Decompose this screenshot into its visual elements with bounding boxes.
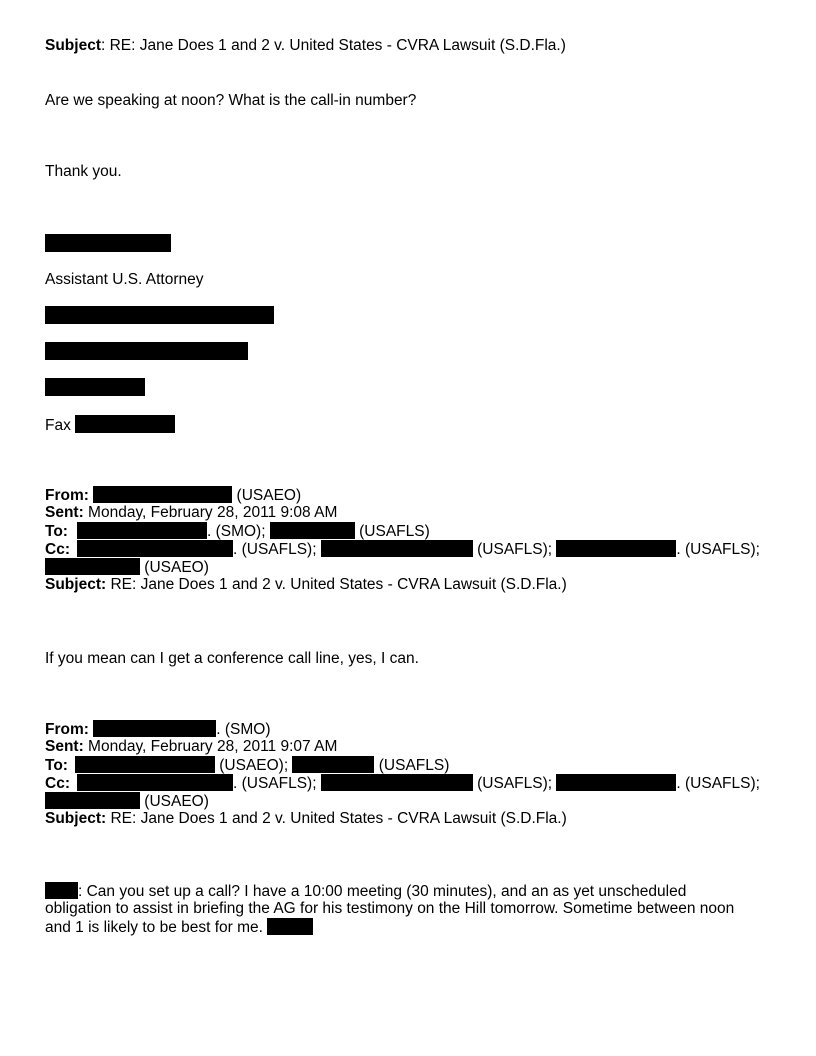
msg2-to-part1: (USAEO); bbox=[214, 757, 289, 774]
redacted-cc bbox=[77, 774, 233, 791]
thanks-line: Thank you. bbox=[45, 163, 122, 180]
msg2-body-line2: obligation to assist in briefing the AG for his testimony on the Hill tomorrow. Sometime between noon bbox=[45, 900, 735, 917]
msg2-to bbox=[45, 756, 449, 775]
msg1-to-label: To: bbox=[45, 523, 68, 540]
subject-label: Subject bbox=[45, 37, 101, 54]
msg1-cc-line2 bbox=[45, 558, 209, 577]
redacted-sender bbox=[93, 720, 216, 737]
msg1-to-part1: . (SMO); bbox=[206, 523, 266, 540]
redacted-recipient bbox=[292, 756, 374, 773]
msg1-subject bbox=[45, 576, 567, 594]
msg1-body: If you mean can I get a conference call line, yes, I can. bbox=[45, 650, 419, 667]
msg1-to-part2: (USAFLS) bbox=[354, 523, 430, 540]
msg1-from bbox=[45, 486, 301, 505]
msg1-cc bbox=[45, 540, 760, 559]
msg2-to-part2: (USAFLS) bbox=[374, 757, 450, 774]
msg1-cc-part1: . (USAFLS); bbox=[232, 541, 317, 558]
msg1-sent bbox=[45, 504, 337, 522]
msg2-cc-part2: (USAFLS); bbox=[472, 775, 553, 792]
msg1-cc-line2-suffix: (USAEO) bbox=[140, 559, 209, 576]
msg2-cc-part1: . (USAFLS); bbox=[232, 775, 317, 792]
msg2-body-line1 bbox=[45, 882, 686, 901]
msg2-cc-label: Cc: bbox=[45, 775, 70, 792]
msg2-to-label: To: bbox=[45, 757, 68, 774]
msg1-cc-part2: (USAFLS); bbox=[472, 541, 553, 558]
msg2-cc-line2 bbox=[45, 792, 209, 811]
msg2-from-suffix: . (SMO) bbox=[216, 721, 271, 738]
redacted-name bbox=[45, 882, 78, 899]
msg1-cc-label: Cc: bbox=[45, 541, 70, 558]
msg2-sent bbox=[45, 738, 337, 756]
msg1-to bbox=[45, 522, 430, 541]
msg2-subject bbox=[45, 810, 567, 828]
redacted-phone bbox=[45, 378, 145, 396]
msg1-from-suffix: (USAEO) bbox=[232, 487, 302, 504]
msg2-sent-value: Monday, February 28, 2011 9:07 AM bbox=[83, 738, 338, 755]
redacted-cc bbox=[556, 774, 676, 791]
msg2-body-text1: : Can you set up a call? I have a 10:00 meeting (30 minutes), and an as yet unscheduled bbox=[78, 883, 687, 900]
redacted-address-1 bbox=[45, 306, 274, 324]
msg2-cc-line2-suffix: (USAEO) bbox=[140, 793, 209, 810]
msg2-body-line3 bbox=[45, 918, 313, 937]
redacted-recipient bbox=[270, 522, 355, 539]
redacted-address-2 bbox=[45, 342, 248, 360]
msg2-from bbox=[45, 720, 270, 739]
redacted-cc bbox=[321, 540, 473, 557]
subject-line bbox=[45, 37, 566, 55]
redacted-cc bbox=[45, 558, 140, 575]
msg2-from-label: From: bbox=[45, 721, 89, 738]
msg1-subject-value: RE: Jane Does 1 and 2 v. United States - CVRA Lawsuit (S.D.Fla.) bbox=[106, 576, 567, 593]
redacted-fax bbox=[75, 415, 175, 433]
msg2-subject-label: Subject: bbox=[45, 810, 107, 827]
redacted-cc bbox=[556, 540, 676, 557]
redacted-name bbox=[45, 234, 171, 252]
msg1-from-label: From: bbox=[45, 487, 89, 504]
msg2-cc-part3: . (USAFLS); bbox=[676, 775, 760, 792]
body-line: Are we speaking at noon? What is the call-in number? bbox=[45, 92, 417, 109]
redacted-recipient bbox=[77, 522, 207, 539]
msg2-body-text3: and 1 is likely to be best for me. bbox=[45, 919, 268, 936]
signature-title: Assistant U.S. Attorney bbox=[45, 271, 204, 288]
msg2-cc bbox=[45, 774, 760, 793]
msg1-sent-label: Sent: bbox=[45, 504, 84, 521]
msg1-subject-label: Subject: bbox=[45, 576, 107, 593]
msg1-sent-value: Monday, February 28, 2011 9:08 AM bbox=[83, 504, 338, 521]
redacted-sender bbox=[93, 486, 232, 503]
subject-value: : RE: Jane Does 1 and 2 v. United States - CVRA Lawsuit (S.D.Fla.) bbox=[100, 37, 566, 54]
fax-line bbox=[45, 415, 175, 435]
msg1-cc-part3: . (USAFLS); bbox=[676, 541, 760, 558]
redacted-signoff bbox=[267, 918, 313, 935]
msg2-subject-value: RE: Jane Does 1 and 2 v. United States - CVRA Lawsuit (S.D.Fla.) bbox=[106, 810, 567, 827]
redacted-cc bbox=[45, 792, 140, 809]
fax-label: Fax bbox=[45, 417, 71, 434]
redacted-recipient bbox=[75, 756, 215, 773]
redacted-cc bbox=[321, 774, 473, 791]
msg2-sent-label: Sent: bbox=[45, 738, 84, 755]
redacted-cc bbox=[77, 540, 233, 557]
